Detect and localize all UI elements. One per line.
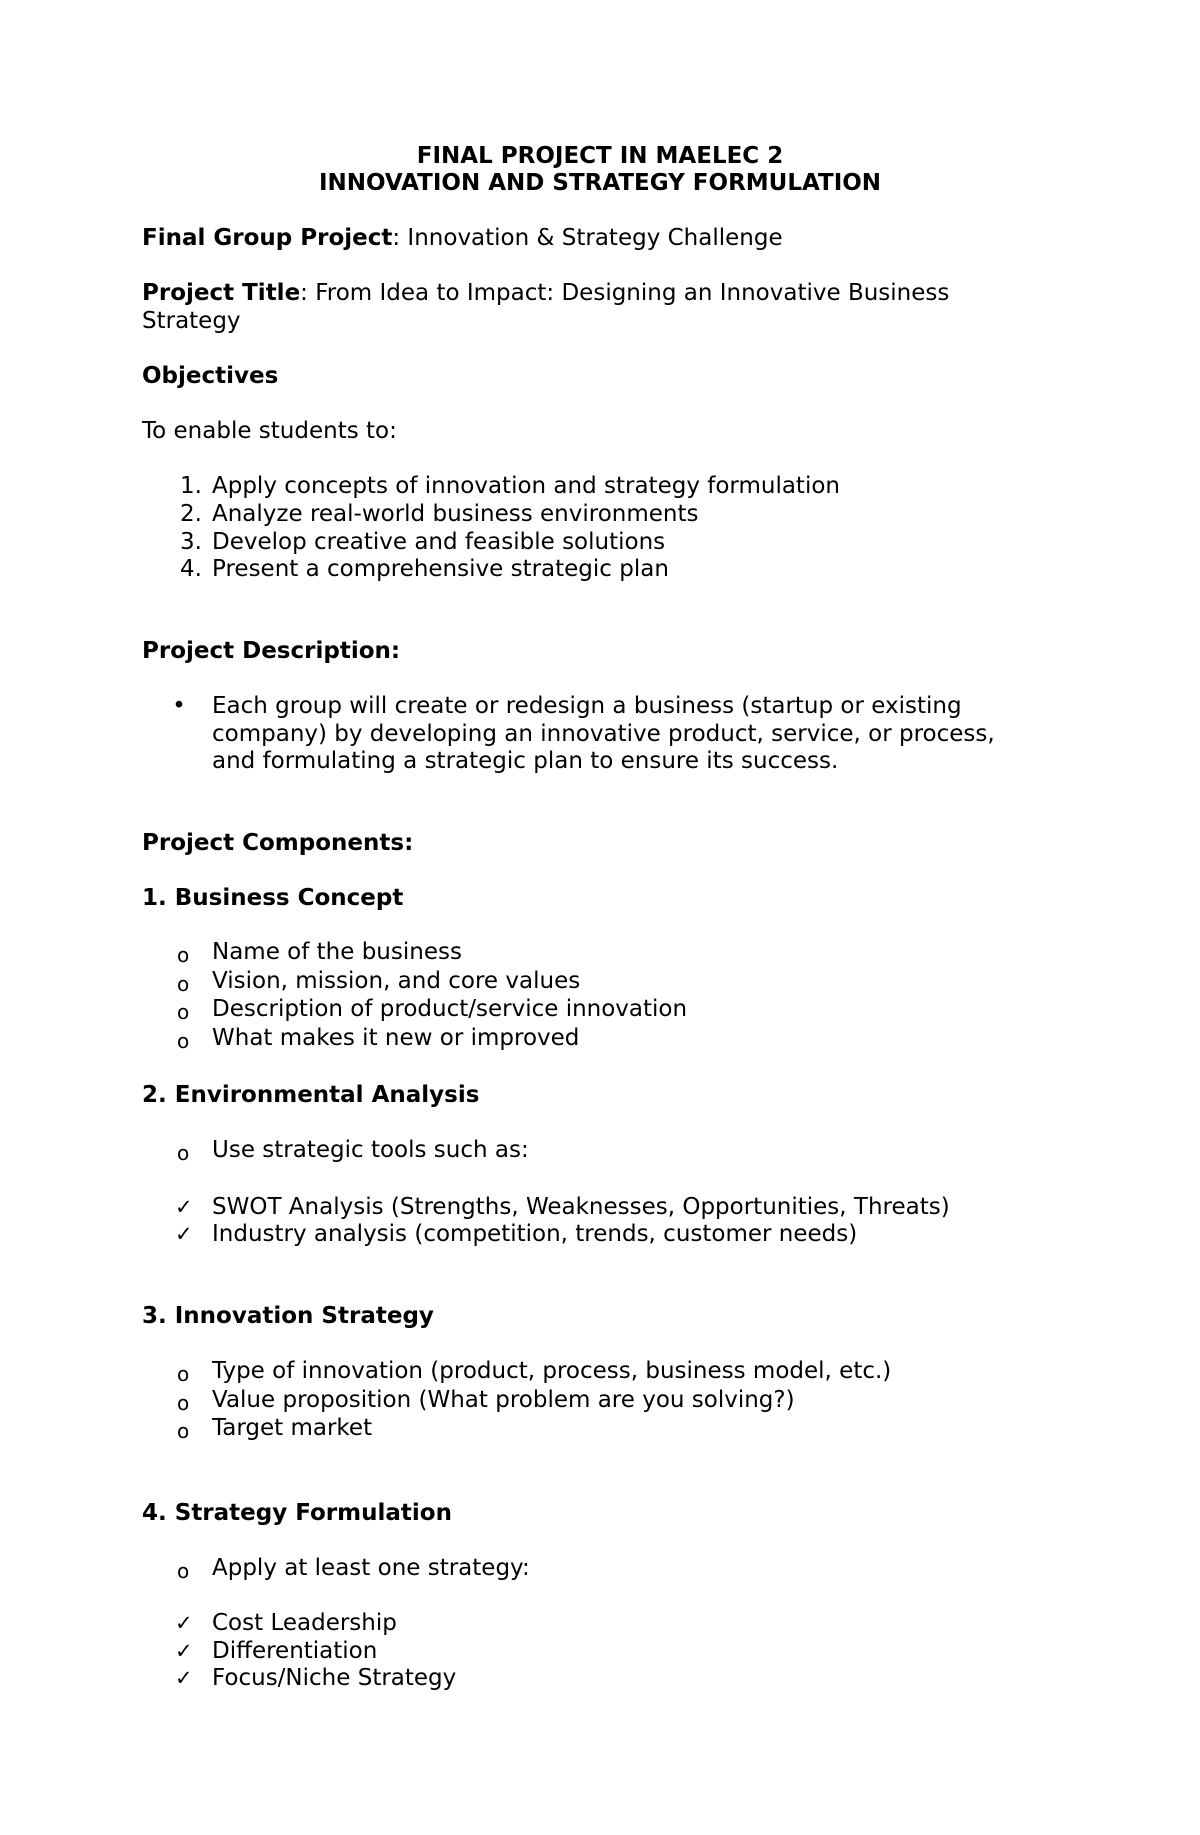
circle-bullet-icon: o: [177, 1000, 190, 1024]
checkmark-icon: ✓: [175, 1611, 193, 1635]
list-item-text: Description of product/service innovation: [212, 996, 688, 1022]
list-item-text: Name of the business: [212, 939, 462, 965]
circle-bullet-icon: o: [177, 1362, 190, 1386]
list-item-text: Develop creative and feasible solutions: [212, 529, 666, 555]
final-group-project-value: : Innovation & Strategy Challenge: [392, 225, 783, 251]
final-group-project-label: Final Group Project: [142, 225, 393, 251]
business-concept-heading: 1. Business Concept: [142, 885, 404, 911]
list-item-text: Value proposition (What problem are you solving?): [212, 1387, 795, 1413]
checkmark-icon: ✓: [175, 1666, 193, 1690]
project-title-line: [142, 279, 949, 308]
list-item-text: Use strategic tools such as:: [212, 1137, 529, 1163]
circle-bullet-icon: o: [177, 1141, 190, 1165]
final-group-project-line: [142, 224, 783, 253]
list-number: 3.: [180, 529, 202, 555]
project-title-continuation: Strategy: [142, 308, 241, 334]
list-item-text: SWOT Analysis (Strengths, Weaknesses, Opportunities, Threats): [212, 1194, 950, 1220]
circle-bullet-icon: o: [177, 1559, 190, 1583]
project-description-heading: Project Description:: [142, 638, 401, 664]
list-item-text: Industry analysis (competition, trends, customer needs): [212, 1221, 858, 1247]
objectives-intro: To enable students to:: [142, 418, 397, 444]
bullet-marker: •: [172, 693, 186, 719]
environmental-analysis-heading: 2. Environmental Analysis: [142, 1082, 480, 1108]
circle-bullet-icon: o: [177, 1029, 190, 1053]
document-title-line1: FINAL PROJECT IN MAELEC 2: [416, 143, 784, 169]
list-number: 2.: [180, 501, 202, 527]
document-title-line2: INNOVATION AND STRATEGY FORMULATION: [318, 170, 882, 196]
list-item-text: Target market: [212, 1415, 373, 1441]
description-line: Each group will create or redesign a business (startup or existing: [212, 693, 962, 719]
list-number: 4.: [180, 556, 202, 582]
list-item-text: Apply concepts of innovation and strategy formulation: [212, 473, 840, 499]
checkmark-icon: ✓: [175, 1639, 193, 1663]
circle-bullet-icon: o: [177, 972, 190, 996]
strategy-formulation-heading: 4. Strategy Formulation: [142, 1500, 452, 1526]
list-item-text: Type of innovation (product, process, business model, etc.): [212, 1358, 892, 1384]
circle-bullet-icon: o: [177, 1391, 190, 1415]
list-item-text: Apply at least one strategy:: [212, 1555, 530, 1581]
description-line: company) by developing an innovative product, service, or process,: [212, 721, 995, 747]
list-item-text: Vision, mission, and core values: [212, 968, 581, 994]
list-item-text: Differentiation: [212, 1638, 378, 1664]
checkmark-icon: ✓: [175, 1222, 193, 1246]
list-number: 1.: [180, 473, 202, 499]
list-item-text: Analyze real-world business environments: [212, 501, 699, 527]
list-item-text: Present a comprehensive strategic plan: [212, 556, 669, 582]
project-title-label: Project Title: [142, 280, 301, 306]
project-components-heading: Project Components:: [142, 830, 414, 856]
checkmark-icon: ✓: [175, 1195, 193, 1219]
circle-bullet-icon: o: [177, 943, 190, 967]
project-title-value: : From Idea to Impact: Designing an Innovative Business: [300, 280, 950, 306]
description-line: and formulating a strategic plan to ensure its success.: [212, 748, 839, 774]
objectives-heading: Objectives: [142, 363, 279, 389]
circle-bullet-icon: o: [177, 1419, 190, 1443]
list-item-text: What makes it new or improved: [212, 1025, 580, 1051]
list-item-text: Cost Leadership: [212, 1610, 397, 1636]
innovation-strategy-heading: 3. Innovation Strategy: [142, 1303, 434, 1329]
list-item-text: Focus/Niche Strategy: [212, 1665, 457, 1691]
